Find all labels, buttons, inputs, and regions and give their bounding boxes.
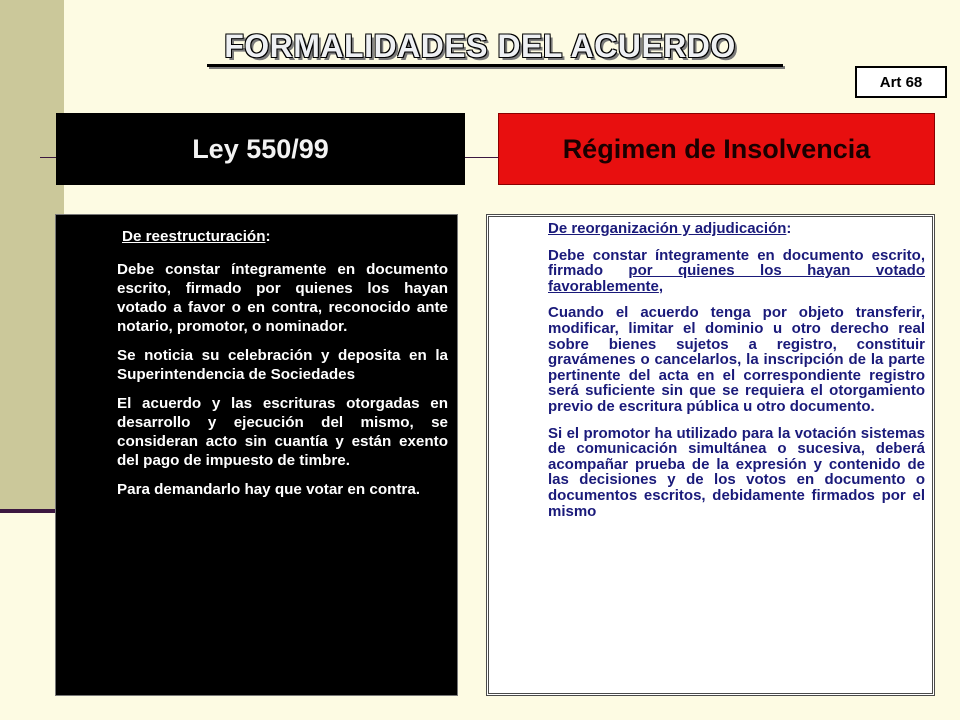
right-paragraph-1-text: Debe constar íntegramente en documento escrito, firmado [548,246,925,280]
left-paragraph-2: Se noticia su celebración y deposita en la Superintendencia de Sociedades [117,347,448,383]
right-paragraph-1-suffix: , [658,277,664,295]
left-subtitle-label: De reestructuración [122,228,266,245]
left-content-text [117,227,448,509]
right-content-text [548,221,925,530]
left-content-panel [55,214,458,696]
right-subtitle-suffix: : [786,220,792,237]
right-subtitle [548,221,925,237]
right-paragraph-2: Cuando el acuerdo tenga por objeto transferir, modificar, limitar el dominio u otro derecho real sobre bienes sujetos a registro, constituir gravámenes o cancelarlos, la inscripción de la parte pertinente del acta en el correspondiente registro será suficiente sin que se requiera el otorgamiento previo de escritura pública u otro documento. [548,304,925,415]
left-column-header: Ley 550/99 [56,113,465,185]
right-paragraph-3: Si el promotor ha utilizado para la votación sistemas de comunicación simultánea o sucesiva, deberá acompañar prueba de la expresión y contenido de las decisiones y de los votos en documento o documentos escritos, debidamente firmados por el mismo [548,424,925,520]
right-content-panel [486,214,935,696]
left-paragraph-3: El acuerdo y las escrituras otorgadas en desarrollo y ejecución del mismo, se consideran acto sin cuantía y están exento del pago de impuesto de timbre. [117,395,448,469]
article-callout: Art 68 [855,66,947,98]
right-paragraph-1 [548,248,925,295]
connector-line-middle [465,157,498,158]
left-subtitle [122,227,448,246]
left-subtitle-suffix: : [265,228,271,245]
right-subtitle-label: De reorganización y adjudicación [548,220,787,237]
left-paragraph-1: Debe constar íntegramente en documento escrito, firmado por quienes los hayan votado a favor o en contra, reconocido ante notario, promotor, o nominador. [117,261,448,335]
slide-title: FORMALIDADES DEL ACUERDO [224,28,736,64]
side-decor-rule [0,509,56,513]
right-column-header [498,113,935,185]
slide-title-underline [207,64,783,67]
right-column-header-label: Régimen de Insolvencia [562,133,871,164]
right-paragraph-1-underlined: por quienes los hayan votado favorablemente [548,262,925,295]
left-paragraph-4: Para demandarlo hay que votar en contra. [117,481,421,498]
